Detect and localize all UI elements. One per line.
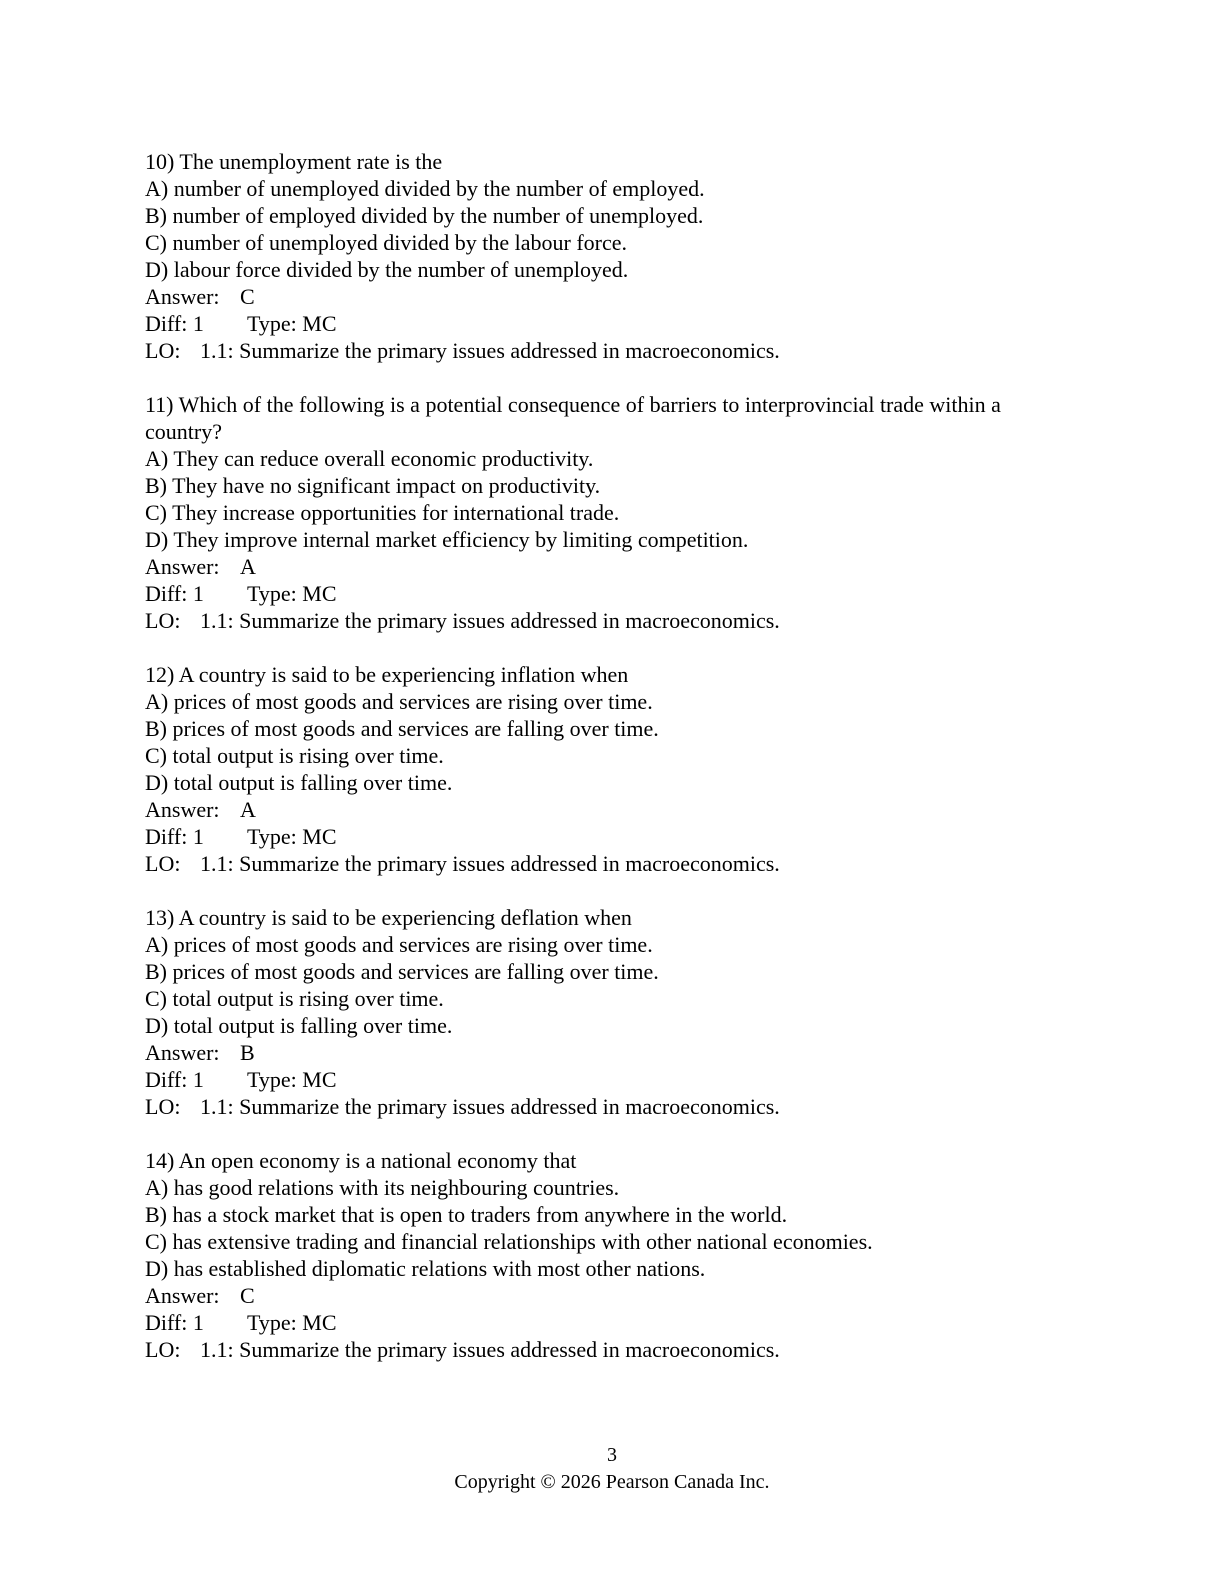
answer-label: Answer: — [145, 284, 220, 309]
lo-line — [145, 337, 1079, 364]
lo-label: LO: — [145, 608, 181, 633]
question-block-10 — [145, 148, 1079, 364]
lo-line — [145, 1093, 1079, 1120]
answer-option: C) has extensive trading and financial relationships with other national economies. — [145, 1229, 873, 1254]
type-label: Type: MC — [247, 311, 337, 336]
lo-label: LO: — [145, 1094, 181, 1119]
question-stem: 13) A country is said to be experiencing deflation when — [145, 905, 632, 930]
diff-type-line — [145, 823, 1079, 850]
lo-text: 1.1: Summarize the primary issues addressed in macroeconomics. — [200, 1337, 780, 1362]
answer-line — [145, 796, 1079, 823]
lo-label: LO: — [145, 1337, 181, 1362]
difficulty-label: Diff: 1 — [145, 1310, 204, 1335]
answer-option: C) number of unemployed divided by the labour force. — [145, 230, 628, 255]
diff-type-line — [145, 1066, 1079, 1093]
answer-option: C) total output is rising over time. — [145, 986, 444, 1011]
answer-value: B — [240, 1040, 255, 1065]
difficulty-label: Diff: 1 — [145, 1067, 204, 1092]
answer-option: D) total output is falling over time. — [145, 770, 453, 795]
answer-label: Answer: — [145, 1040, 220, 1065]
difficulty-label: Diff: 1 — [145, 581, 204, 606]
page-footer — [0, 1442, 1224, 1496]
diff-type-line — [145, 580, 1079, 607]
answer-option: B) has a stock market that is open to traders from anywhere in the world. — [145, 1202, 788, 1227]
answer-option: D) They improve internal market efficiency by limiting competition. — [145, 527, 749, 552]
answer-value: C — [240, 284, 255, 309]
answer-option: D) has established diplomatic relations with most other nations. — [145, 1256, 706, 1281]
lo-line — [145, 607, 1079, 634]
question-stem: 14) An open economy is a national economy that — [145, 1148, 577, 1173]
answer-option: B) They have no significant impact on productivity. — [145, 473, 601, 498]
type-label: Type: MC — [247, 581, 337, 606]
answer-option: C) total output is rising over time. — [145, 743, 444, 768]
answer-option: C) They increase opportunities for international trade. — [145, 500, 620, 525]
answer-line — [145, 553, 1079, 580]
answer-value: C — [240, 1283, 255, 1308]
lo-line — [145, 850, 1079, 877]
answer-label: Answer: — [145, 554, 220, 579]
question-block-14 — [145, 1147, 1079, 1363]
lo-line — [145, 1336, 1079, 1363]
type-label: Type: MC — [247, 1310, 337, 1335]
answer-option: D) labour force divided by the number of unemployed. — [145, 257, 629, 282]
lo-text: 1.1: Summarize the primary issues addressed in macroeconomics. — [200, 851, 780, 876]
question-stem: 12) A country is said to be experiencing inflation when — [145, 662, 629, 687]
answer-option: B) prices of most goods and services are falling over time. — [145, 959, 659, 984]
lo-label: LO: — [145, 338, 181, 363]
question-stem: 10) The unemployment rate is the — [145, 149, 443, 174]
answer-value: A — [240, 797, 256, 822]
page-content — [145, 148, 1079, 1390]
answer-option: D) total output is falling over time. — [145, 1013, 453, 1038]
lo-label: LO: — [145, 851, 181, 876]
answer-line — [145, 283, 1079, 310]
answer-option: A) They can reduce overall economic productivity. — [145, 446, 594, 471]
answer-label: Answer: — [145, 1283, 220, 1308]
question-block-12 — [145, 661, 1079, 877]
lo-text: 1.1: Summarize the primary issues addressed in macroeconomics. — [200, 1094, 780, 1119]
question-block-13 — [145, 904, 1079, 1120]
question-block-11 — [145, 391, 1079, 634]
type-label: Type: MC — [247, 824, 337, 849]
type-label: Type: MC — [247, 1067, 337, 1092]
answer-line — [145, 1282, 1079, 1309]
answer-value: A — [240, 554, 256, 579]
answer-option: A) prices of most goods and services are rising over time. — [145, 689, 653, 714]
lo-text: 1.1: Summarize the primary issues addressed in macroeconomics. — [200, 608, 780, 633]
question-stem: 11) Which of the following is a potential consequence of barriers to interprovincial trade within a country? — [145, 392, 1001, 444]
answer-option: A) prices of most goods and services are rising over time. — [145, 932, 653, 957]
copyright-notice: Copyright © 2026 Pearson Canada Inc. — [454, 1471, 770, 1493]
answer-option: B) number of employed divided by the number of unemployed. — [145, 203, 704, 228]
answer-option: A) has good relations with its neighbouring countries. — [145, 1175, 620, 1200]
page-number: 3 — [607, 1444, 617, 1466]
answer-option: B) prices of most goods and services are falling over time. — [145, 716, 659, 741]
answer-label: Answer: — [145, 797, 220, 822]
diff-type-line — [145, 310, 1079, 337]
answer-line — [145, 1039, 1079, 1066]
difficulty-label: Diff: 1 — [145, 824, 204, 849]
answer-option: A) number of unemployed divided by the number of employed. — [145, 176, 705, 201]
difficulty-label: Diff: 1 — [145, 311, 204, 336]
diff-type-line — [145, 1309, 1079, 1336]
lo-text: 1.1: Summarize the primary issues addressed in macroeconomics. — [200, 338, 780, 363]
